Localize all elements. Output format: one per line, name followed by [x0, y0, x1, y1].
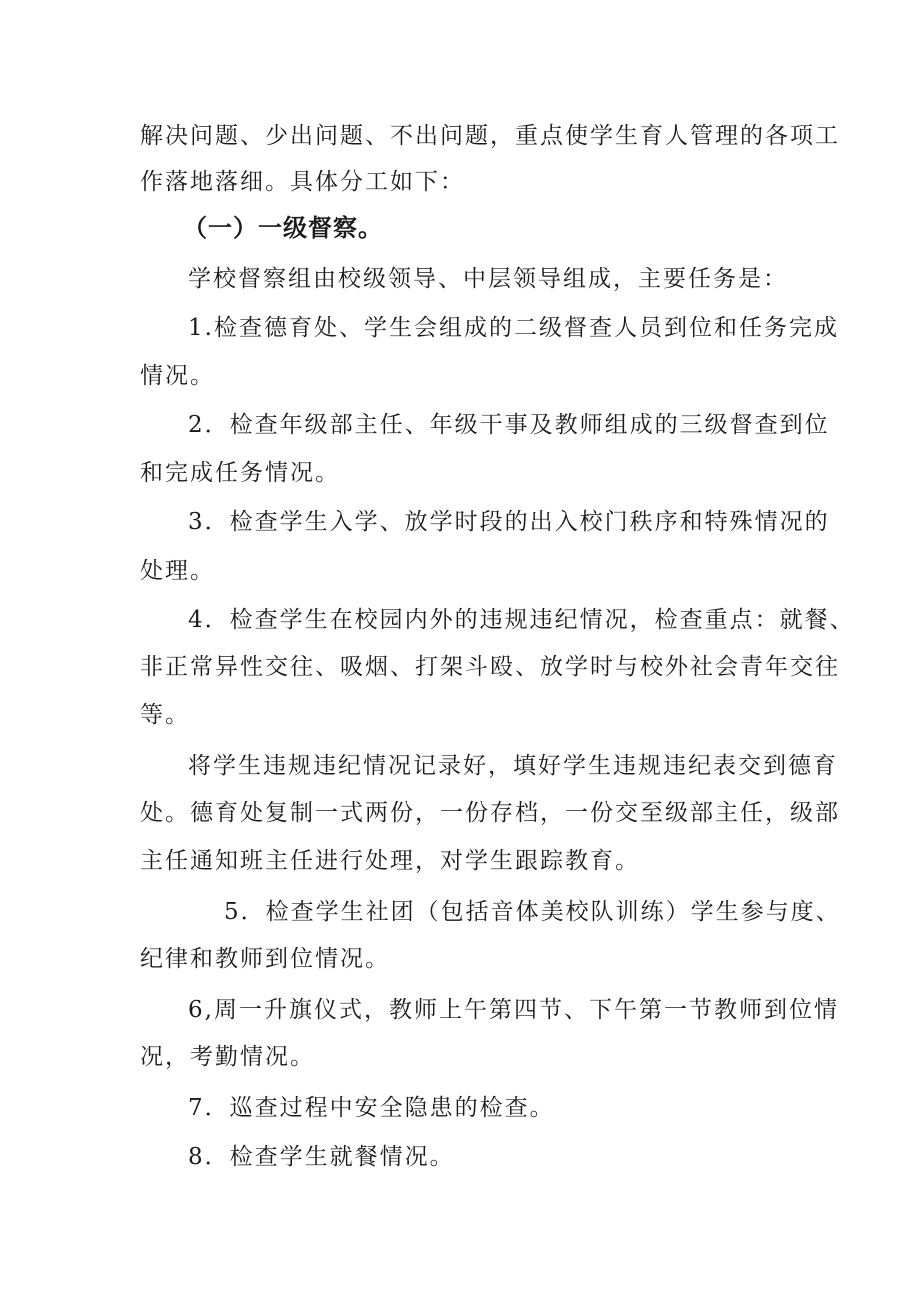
item-2-line-2: 和完成任务情况。	[140, 460, 340, 486]
record-paragraph-line-3: 主任通知班主任进行处理，对学生跟踪教育。	[140, 848, 640, 874]
item-8: 8．检查学生就餐情况。	[188, 1144, 455, 1170]
item-2-line-1: 2．检查年级部主任、年级干事及教师组成的三级督查到位	[188, 412, 830, 438]
record-paragraph-line-1: 将学生违规违纪情况记录好，填好学生违规违纪表交到德育	[188, 753, 838, 779]
item-4-line-2: 非正常异性交往、吸烟、打架斗殴、放学时与校外社会青年交往	[140, 654, 840, 680]
paragraph-composition: 学校督察组由校级领导、中层领导组成，主要任务是：	[188, 266, 788, 292]
item-3-line-2: 处理。	[140, 558, 215, 584]
section-heading-level-one: （一）一级督察。	[183, 214, 383, 242]
item-6-line-2: 况，考勤情况。	[140, 1044, 315, 1070]
item-5-line-2: 纪律和教师到位情况。	[140, 946, 390, 972]
item-6-line-1: 6,周一升旗仪式，教师上午第四节、下午第一节教师到位情	[188, 997, 839, 1023]
item-1-line-1: 1.检查德育处、学生会组成的二级督查人员到位和任务完成	[188, 315, 839, 341]
item-4-line-1: 4．检查学生在校园内外的违规违纪情况，检查重点：就餐、	[188, 607, 855, 633]
item-3-line-1: 3．检查学生入学、放学时段的出入校门秩序和特殊情况的	[188, 509, 830, 535]
paragraph-intro-line-2: 作落地落细。具体分工如下：	[140, 169, 465, 195]
item-5-line-1: 5．检查学生社团（包括音体美校队训练）学生参与度、	[224, 899, 841, 925]
item-7: 7．巡查过程中安全隐患的检查。	[188, 1095, 555, 1121]
item-1-line-2: 情况。	[140, 363, 215, 389]
paragraph-intro-line-1: 解决问题、少出问题、不出问题，重点使学生育人管理的各项工	[140, 123, 840, 149]
record-paragraph-line-2: 处。德育处复制一式两份，一份存档，一份交至级部主任，级部	[140, 800, 840, 826]
item-4-line-3: 等。	[140, 702, 190, 728]
